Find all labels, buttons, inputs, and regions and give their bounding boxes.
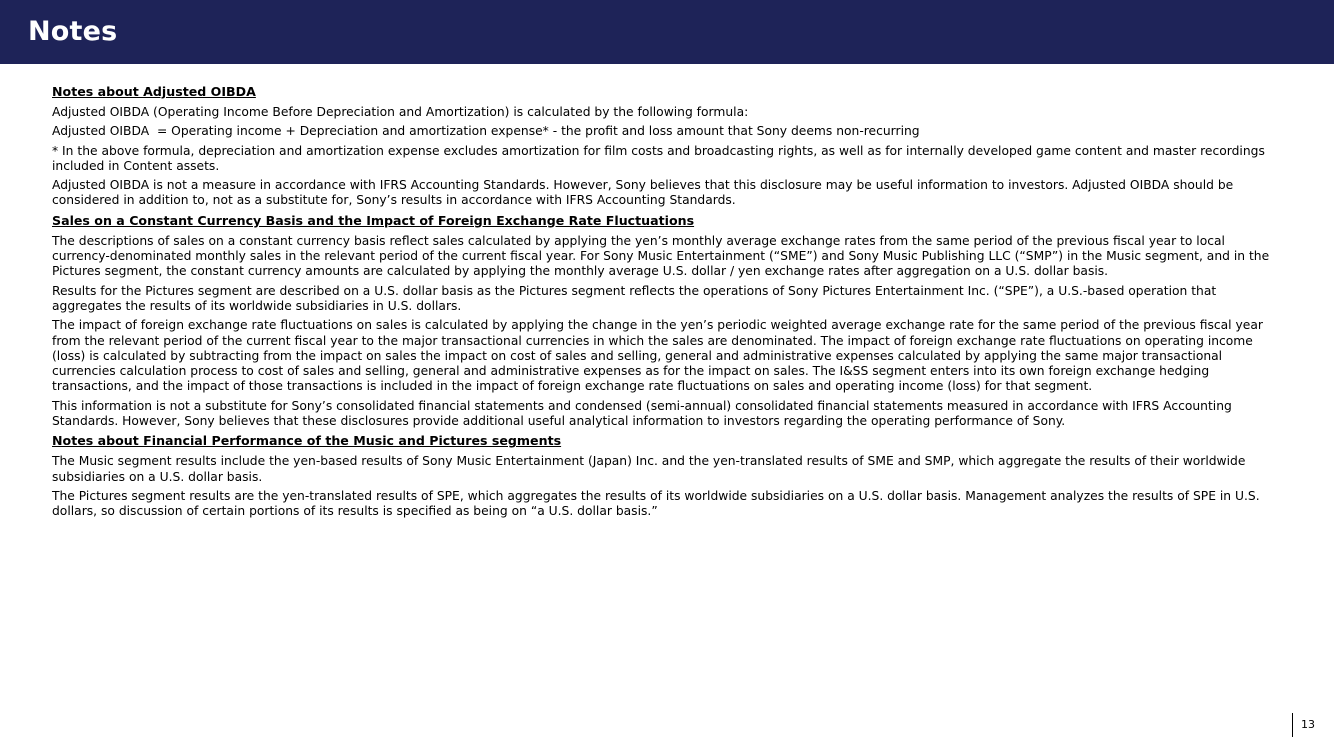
notes-content [52,84,1282,524]
section-heading-constant-currency: Sales on a Constant Currency Basis and the Impact of Foreign Exchange Rate Fluctuations [52,212,695,228]
paragraph: Results for the Pictures segment are described on a U.S. dollar basis as the Pictures segment reflects the operations of Sony Pictures Entertainment Inc. (“SPE”), a U.S.-based operation that aggregates the results of its worldwide subsidiaries in U.S. dollars. [52,283,1217,313]
paragraph: The Pictures segment results are the yen-translated results of SPE, which aggregates the results of its worldwide subsidiaries on a U.S. dollar basis. Management analyzes the results of SPE in U.S. dollars, so discussion of certain portions of its results is specified as being on “a U.S. dollar basis.” [52,488,1260,519]
formula-paragraph: Adjusted OIBDA = Operating income + Depreciation and amortization expense* - the profit and loss amount that Sony deems non-recurring [52,124,920,139]
paragraph: Adjusted OIBDA (Operating Income Before Depreciation and Amortization) is calculated by the following formula: [52,105,749,119]
header-bar [0,0,1334,64]
paragraph: The descriptions of sales on a constant currency basis reflect sales calculated by applying the yen’s monthly average exchange rates from the same period of the previous fiscal year to local currency-denominated monthly sales in the relevant period of the current fiscal year. For Sony Music Entertainment (“SME”) and Sony Music Publishing LLC (“SMP”) in the Music segment, and in the Pictures segment, the constant currency amounts are calculated by applying the monthly average U.S. dollar / yen exchange rates after aggregation on a U.S. dollar basis. [52,233,1270,279]
section-adjusted-oibda [52,84,1282,209]
section-constant-currency [52,213,1282,430]
section-heading-adjusted-oibda: Notes about Adjusted OIBDA [52,84,256,99]
paragraph: The Music segment results include the yen-based results of Sony Music Entertainment (Japan) Inc. and the yen-translated results of SME and SMP, which aggregate the results of their worldwide subsidiaries on a U.S. dollar basis. [52,454,1246,484]
paragraph: Adjusted OIBDA is not a measure in accordance with IFRS Accounting Standards. However, Sony believes that this disclosure may be useful information to investors. Adjusted OIBDA should be considered in addition to, not as a substitute for, Sony’s results in accordance with IFRS Accounting Standards. [52,178,1234,208]
page-number: 13 [1292,713,1315,737]
section-heading-music-pictures: Notes about Financial Performance of the Music and Pictures segments [52,433,562,449]
paragraph: This information is not a substitute for Sony’s consolidated financial statements and condensed (semi-annual) consolidated financial statements measured in accordance with IFRS Accounting Standards. However, Sony believes that these disclosures provide additional useful analytical information to investors regarding the operating performance of Sony. [52,398,1232,429]
section-music-pictures [52,433,1282,519]
footnote-paragraph: * In the above formula, depreciation and amortization expense excludes amortization for film costs and broadcasting rights, as well as for internally developed game content and master recordings included in Content assets. [52,143,1265,173]
page-title: Notes [28,16,118,47]
paragraph: The impact of foreign exchange rate fluctuations on sales is calculated by applying the change in the yen’s periodic weighted average exchange rate for the same period of the previous fiscal year from the relevant period of the current fiscal year to the major transactional currencies in which the sales are denominated. The impact of foreign exchange rate fluctuations on operating income (loss) is calculated by subtracting from the impact on sales the impact on cost of sales and selling, general and administrative expenses calculated by applying the same major transactional currencies calculation process to cost of sales and selling, general and administrative expenses as for the impact on sales. The I&SS segment enters into its own foreign exchange hedging transactions, and the impact of those transactions is included in the impact of foreign exchange rate fluctuations on sales and operating income (loss) for that segment. [52,318,1263,394]
